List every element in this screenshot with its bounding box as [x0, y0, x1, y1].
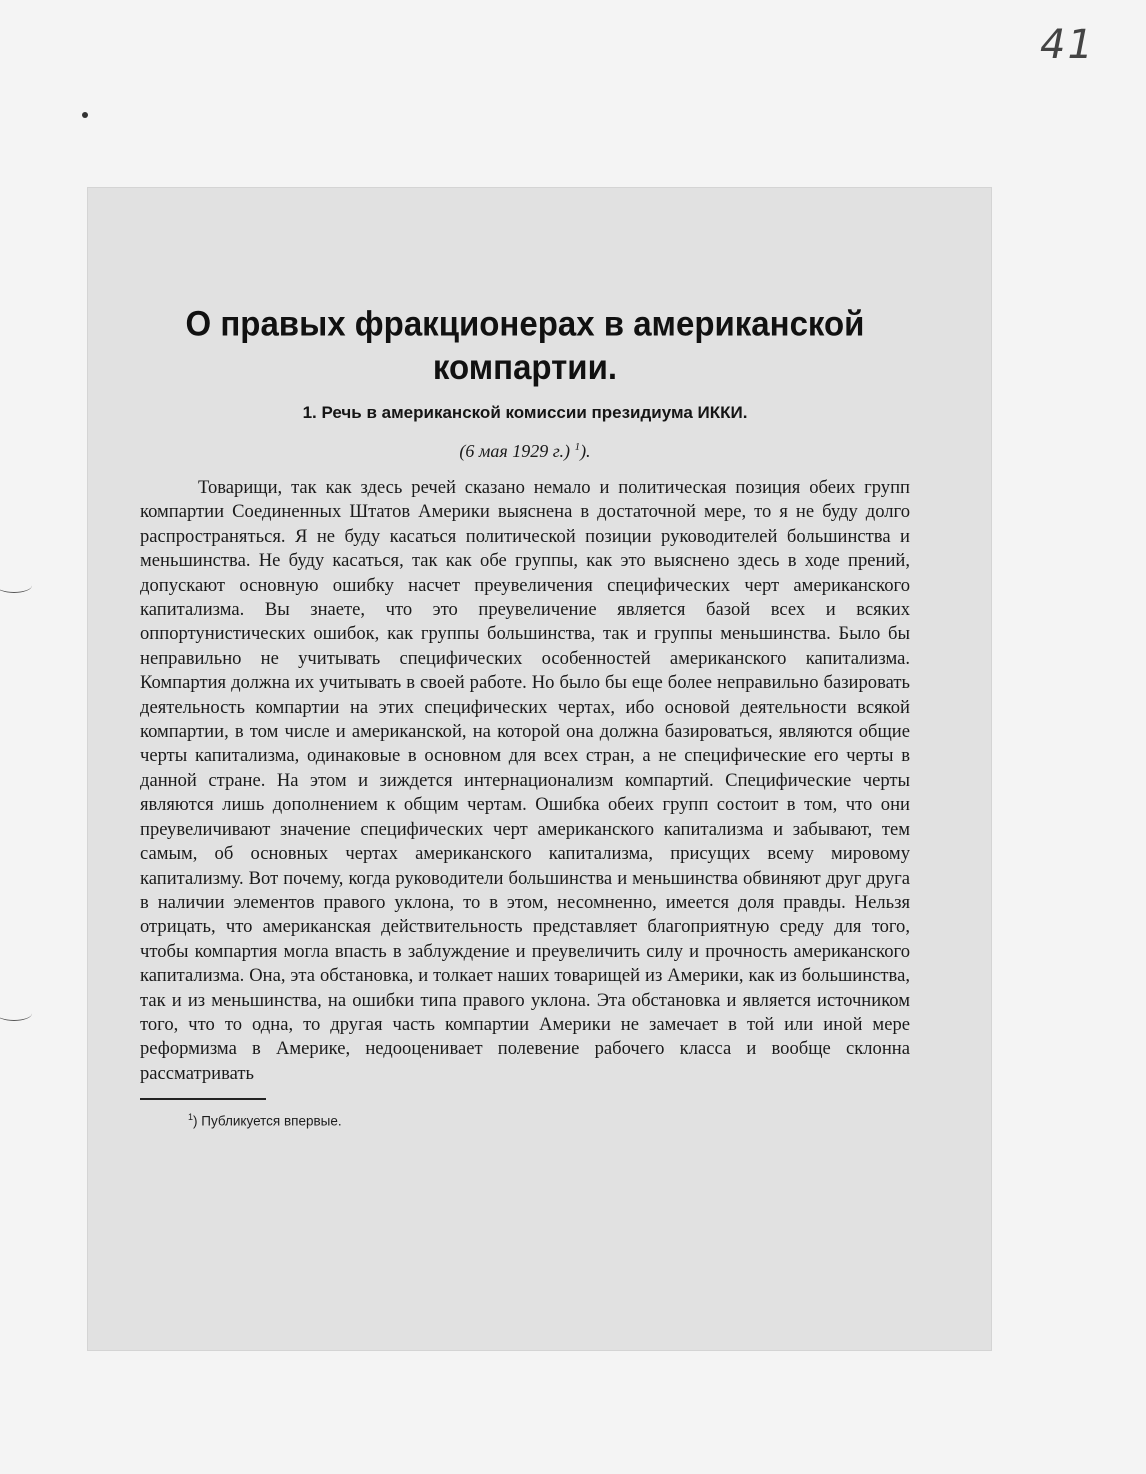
footnote-divider	[140, 1098, 266, 1100]
footnote	[188, 1108, 910, 1131]
ink-dot	[82, 112, 88, 118]
footnote-mark: 1	[188, 1112, 194, 1123]
date-close: ).	[580, 441, 591, 461]
handwritten-page-number: 41	[1040, 22, 1095, 68]
date-footnote-mark: 1	[574, 441, 581, 453]
document-title: О правых фракционерах в американской компартии.	[185, 303, 865, 387]
footnote-text: ) Публикуется впервые.	[193, 1113, 342, 1129]
speech-subtitle: 1. Речь в американской комиссии президиума ИККИ.	[302, 403, 748, 422]
speech-body: Товарищи, так как здесь речей сказано немало и политическая позиция обеих групп компартии Соединенных Штатов Америки выяснена в достаточной мере, то я не буду долго распространяться. Я не буду касаться политической позиции руководителей большинства и меньшинства. Не буду касаться, так как обе группы, как это выяснено здесь в ходе прений, допускают основную ошибку насчет преувеличения специфических черт американского капитализма. Вы знаете, что это преувеличение является базой всех и всяких оппортунистических ошибок, как группы большинства, так и группы меньшинства. Было бы неправильно не учитывать специфических особенностей американского капитализма. Компартия должна их учитывать в своей работе. Но было бы еще более неправильно базировать деятельность компартии на этих специфических чертах, ибо основой деятельности всякой компартии, в том числе и американской, на которой она должна базироваться, являются общие черты капитализма, одинаковые в основном для всех стран, а не специфические его черты в данной стране. На этом и зиждется интернационализм компартий. Специфические черты являются лишь дополнением к общим чертам. Ошибка обеих групп состоит в том, что они преувеличивают значение специфических черт американского капитализма и забывают, тем самым, об основных чертах американского капитализма, присущих всему мировому капитализму. Вот почему, когда руководители большинства и меньшинства обвиняют друг друга в наличии элементов правого уклона, то в этом, несомненно, имеется доля правды. Нельзя отрицать, что американская действительность представляет благоприятную среду для того, чтобы компартия могла впасть в заблуждение и преувеличить силу и прочность американского капитализма. Она, эта обстановка, и толкает наших товарищей из Америки, как из большинства, так и из меньшинства, на ошибки типа правого уклона. Эта обстановка и является источником того, что то одна, то другая часть компартии Америки не замечает в той или иной мере реформизма в Америке, недооценивает полевение рабочего класса и вообще склонна рассматривать	[140, 477, 910, 1084]
document-content	[140, 240, 910, 1131]
speech-date	[140, 436, 910, 462]
date-text: (6 мая 1929 г.)	[459, 441, 571, 461]
